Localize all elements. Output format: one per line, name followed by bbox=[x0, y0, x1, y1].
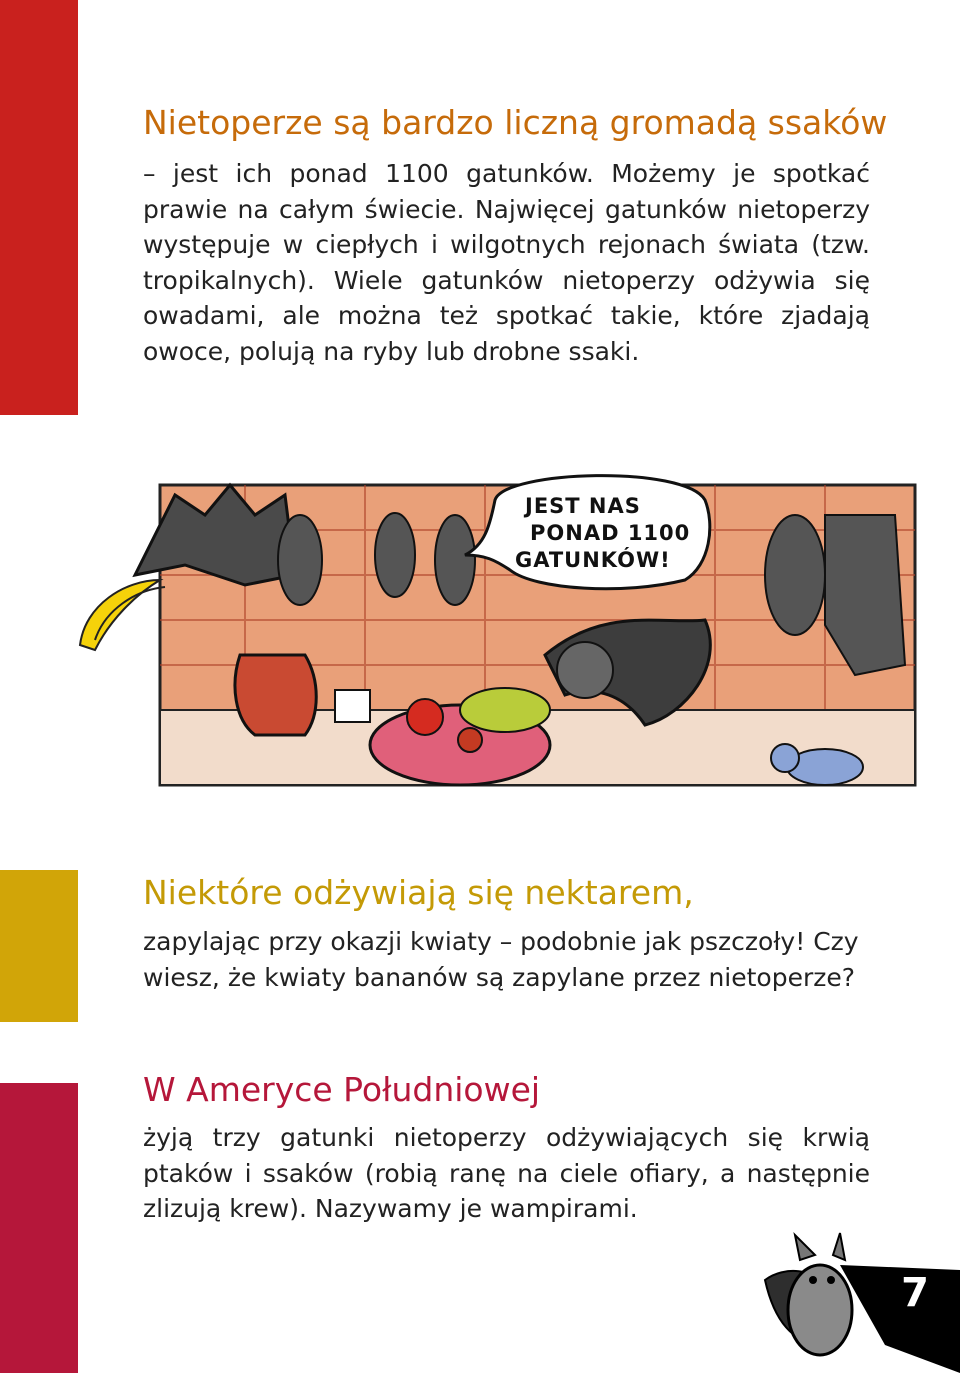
speech-line-3: GATUNKÓW! bbox=[515, 548, 671, 572]
section-2-body: zapylając przy okazji kwiaty – podobnie jak pszczoły! Czy wiesz, że kwiaty bananów są zapylane przez nietoperze? bbox=[143, 927, 859, 992]
side-bar-crimson bbox=[0, 1083, 78, 1373]
bats-cave-illustration bbox=[65, 455, 925, 835]
section-3-heading: W Ameryce Południowej bbox=[143, 1070, 541, 1109]
page-number: 7 bbox=[901, 1270, 929, 1316]
section-1-body: – jest ich ponad 1100 gatunków. Możemy je spotkać prawie na całym świecie. Najwięcej gatunków nietoperzy występuje w ciepłych i wilgotnych rejonach świata (tzw. tropikalnych). Wiele gatunków nietoperzy odżywia się owadami, ale można też spotkać takie, które zjadają owoce, polują na ryby lub drobne ssaki. bbox=[143, 159, 870, 366]
section-2-heading: Niektóre odżywiają się nektarem, bbox=[143, 873, 694, 912]
cup-icon bbox=[335, 690, 370, 722]
apple-icon bbox=[407, 699, 443, 735]
speech-line-2: PONAD 1100 bbox=[530, 521, 691, 545]
section-1-heading: Nietoperze są bardzo liczną gromadą ssaków bbox=[143, 103, 888, 142]
speech-line-1: JEST NAS bbox=[525, 494, 641, 518]
section-3-body: żyją trzy gatunki nietoperzy odżywiających się krwią ptaków i ssaków (robią ranę na ciele ofiary, a następnie zlizują krew). Nazywamy je wampirami. bbox=[143, 1123, 870, 1223]
jug-icon bbox=[235, 655, 316, 735]
side-bar-red bbox=[0, 0, 78, 415]
fish-icon bbox=[460, 688, 550, 732]
side-bar-gold bbox=[0, 870, 78, 1022]
